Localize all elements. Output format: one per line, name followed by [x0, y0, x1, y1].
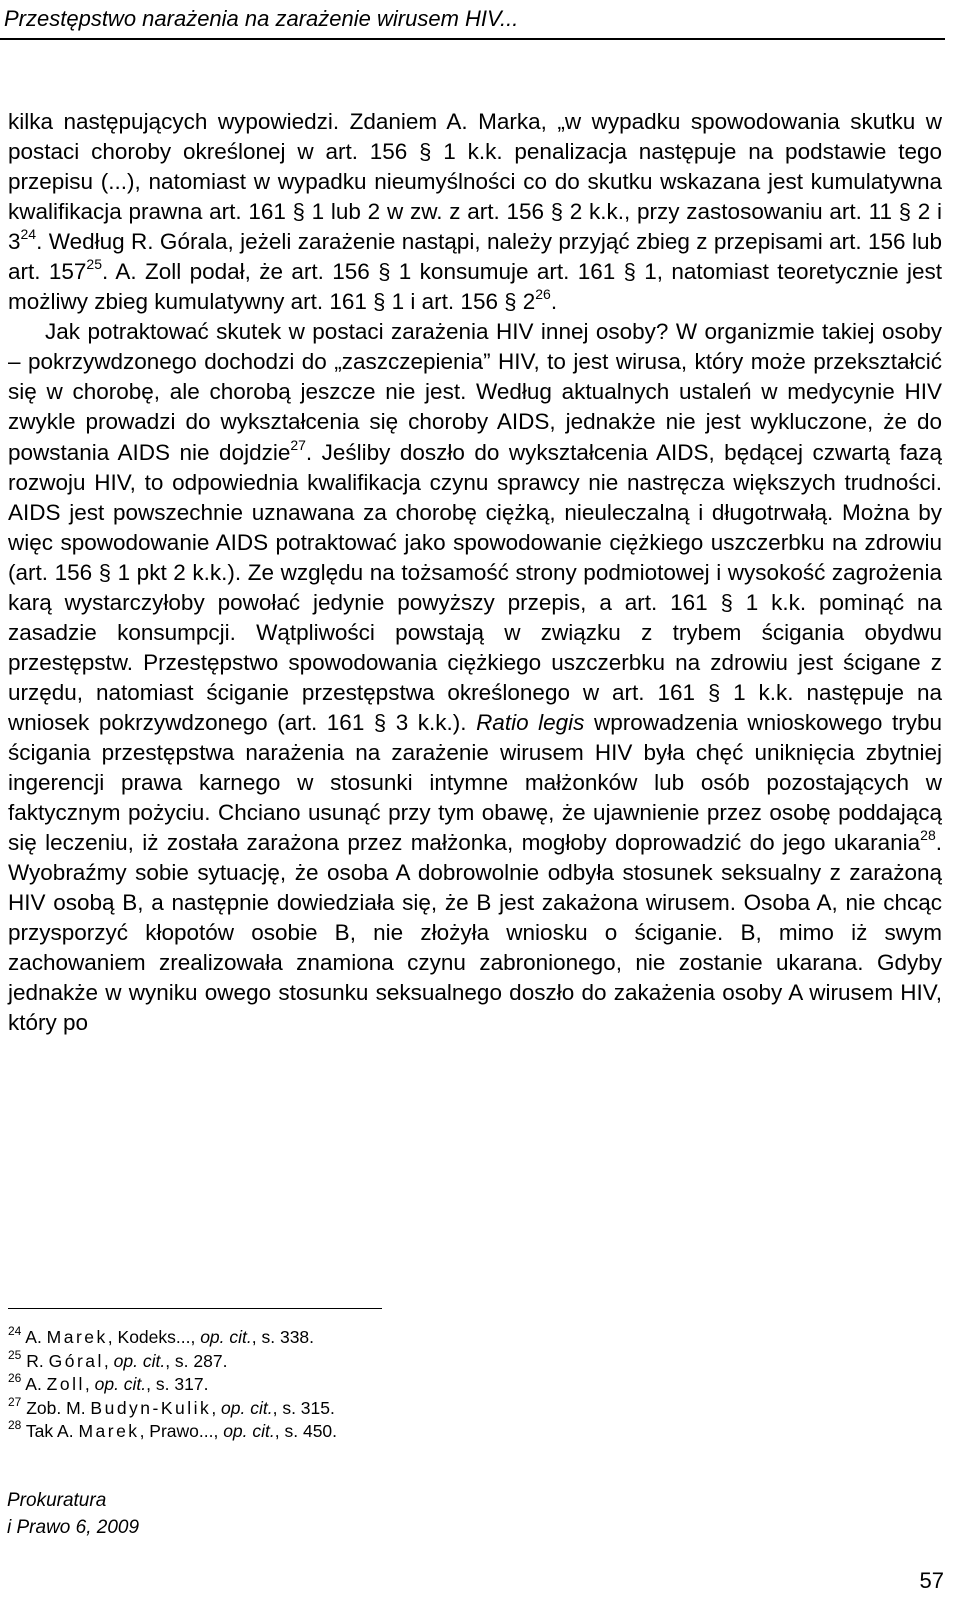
section-sign: §	[373, 709, 387, 735]
text-run: 2 k.k., przy zastosowaniu art. 11	[563, 199, 899, 225]
footnote-text: Tak A.	[25, 1421, 79, 1442]
footnote-author: Góral	[48, 1350, 104, 1371]
text-run: 1 pkt 2 k.k.). Ze względu na tożsamość strony podmiotowej i wysokość zagrożenia karą wystarczyłoby powołać jedynie powyższy przepis, a art. 161	[8, 559, 942, 615]
text-run: . Według R. Górala, jeżeli zarażenie nastąpi, należy przyjąć zbieg z przepisami art. 156 lub art. 157	[8, 229, 942, 285]
footnote-italic: op. cit.	[221, 1397, 273, 1418]
text-run: .	[550, 289, 558, 315]
footnote-ref-26[interactable]: 26	[535, 286, 551, 303]
running-title: Przestępstwo narażenia na zarażenie wirusem HIV...	[4, 6, 519, 31]
footnote-separator	[8, 1308, 382, 1309]
footnote-author: Budyn-Kulik	[90, 1397, 212, 1418]
footnote-ref-28[interactable]: 28	[920, 827, 936, 844]
footnote-text: , s. 338.	[251, 1327, 315, 1347]
italic-term: Ratio legis	[476, 709, 585, 735]
text-run: 1, natomiast teoretycznie jest możliwy zbieg kumulatywny art. 161	[8, 259, 942, 315]
footnote-italic: op. cit.	[113, 1350, 166, 1371]
footnote-italic: op. cit.	[200, 1327, 252, 1347]
footnote-27	[8, 1394, 908, 1421]
text-run: 1 k.k. pominąć na zasadzie konsumpcji. Wątpliwości powstają w związku z trybem ścigania obydwu przestępstw. Przestępstwo spowodowania ciężkiego uszczerbku na zdrowiu jest ścigane z urzędu, natomiast ściganie przestępstwa określonego w art. 161	[8, 589, 942, 705]
text-run: 1 k.k. penalizacja następuje na podstawie tego przepisu (...), natomiast w wypadku nieumyślności co do skutku wskazana jest kumulatywna kwalifikacja prawna art. 161	[8, 139, 942, 225]
section-sign: §	[720, 589, 733, 615]
section-sign: §	[292, 199, 305, 225]
footnote-italic: op. cit.	[94, 1374, 147, 1395]
footnote-text: A.	[25, 1327, 47, 1347]
section-sign: §	[504, 289, 517, 315]
footnote-text: , s. 317.	[146, 1374, 209, 1395]
footnote-text: Zob. M.	[26, 1397, 91, 1418]
footnote-ref-24[interactable]: 24	[20, 226, 37, 243]
text-run: kilka następujących wypowiedzi. Zdaniem A. Marka, „w wypadku spowodowania skutku w postaci choroby określonej w art. 156	[8, 109, 942, 165]
text-run: Jak potraktować skutek w postaci zarażenia HIV innej osoby? W organizmie takiej osoby – pokrzywdzonego dochodzi do „zaszczepienia” HIV, to jest wirusa, który może przekształcić się w chorobę, ale chorobą jeszcze nie jest. Według aktualnych ustaleń w medycynie HIV zwykle prowadzi do wykształcenia się choroby AIDS, jednakże nie jest wykluczone, że do powstania AIDS nie dojdzie	[8, 319, 942, 465]
journal-issue: i Prawo 6, 2009	[7, 1517, 140, 1538]
journal-footer	[7, 1487, 307, 1541]
footnote-text: ,	[84, 1374, 95, 1395]
footnote-number: 26	[8, 1371, 22, 1386]
footnote-26	[8, 1373, 908, 1397]
footnote-number: 27	[8, 1394, 22, 1409]
page-number: 57	[919, 1568, 944, 1593]
section-sign: §	[419, 139, 432, 165]
section-sign: §	[898, 199, 911, 225]
text-run: 2	[516, 289, 536, 315]
paragraph-2	[8, 317, 942, 1038]
section-sign: §	[623, 259, 636, 285]
footnote-author: Marek	[78, 1421, 140, 1442]
text-run: 3 k.k.).	[386, 709, 477, 735]
footnote-text: A.	[25, 1374, 47, 1395]
journal-name: Prokuratura	[7, 1490, 107, 1511]
paragraph-1	[8, 107, 942, 317]
footnote-text: R.	[26, 1350, 49, 1371]
text-run: wprowadzenia wnioskowego trybu ścigania przestępstwa narażenia na zarażenie wirusem HIV była chęć uniknięcia zbytniej ingerencji prawa karnego w stosunki intymne małżonków lub osób pozostających w faktycznym pożyciu. Chciano usunąć przy tym obawę, że ujawnienie przez osobę poddającą się leczeniu, iż została zarażona przez małżonka, mogłoby doprowadzić do jego ukarania	[8, 709, 943, 856]
footnote-number: 28	[8, 1418, 22, 1433]
section-sign: §	[378, 259, 391, 285]
text-run: 1 lub 2 w zw. z art. 156	[304, 199, 551, 225]
text-run: 1 k.k. następuje na wniosek pokrzywdzonego (art. 161	[8, 679, 942, 735]
footnote-ref-25[interactable]: 25	[86, 256, 102, 273]
footnote-italic: op. cit.	[223, 1421, 275, 1442]
section-sign: §	[707, 679, 721, 705]
section-sign: §	[98, 559, 111, 585]
footnote-text: , Prawo...,	[139, 1421, 224, 1442]
main-text	[8, 107, 942, 1038]
footnote-author: Zoll	[46, 1374, 85, 1395]
footnote-text: , s. 287.	[165, 1350, 228, 1371]
footnote-28	[8, 1420, 908, 1444]
footnote-24	[8, 1326, 908, 1350]
footnote-number: 24	[8, 1324, 22, 1338]
footnote-text: ,	[211, 1397, 222, 1418]
section-sign: §	[550, 199, 564, 225]
footnote-ref-27[interactable]: 27	[290, 436, 306, 453]
footnote-25	[8, 1347, 908, 1374]
text-run: 1 konsumuje art. 161	[390, 259, 624, 285]
footnote-text: ,	[103, 1350, 114, 1371]
section-sign: §	[373, 289, 386, 315]
text-run: 2 i 3	[8, 199, 943, 255]
text-run: . A. Zoll podał, że art. 156	[102, 259, 379, 285]
footnote-number: 25	[8, 1347, 22, 1362]
text-run: . Jeśliby doszło do wykształcenia AIDS, będącej czwartą fazą rozwoju HIV, to odpowiednia kwalifikacja czynu sprawcy nie nastręcza większych trudności. AIDS jest powszechnie uznawana za chorobę ciężką, nieuleczalną i długotrwałą. Można by więc spowodowanie AIDS potraktować jako spowodowanie ciężkiego uszczerbku na zdrowiu (art. 156	[8, 439, 942, 585]
footnote-author: Marek	[46, 1327, 108, 1347]
footnote-text: , s. 315.	[272, 1397, 335, 1418]
text-run: . Wyobraźmy sobie sytuację, że osoba A dobrowolnie odbyła stosunek seksualny z zarażoną HIV osobą B, a następnie dowiedziała się, że B jest zakażona wirusem. Osoba A, nie chcąc przysporzyć kłopotów osobie B, nie złożyła wniosku o ściganie. B, mimo iż swym zachowaniem zrealizowała znamiona czynu zabronionego, nie zostanie ukarana. Gdyby jednakże w wyniku owego stosunku seksualnego doszło do zakażenia osoby A wirusem HIV, który po	[8, 830, 942, 1036]
footnote-text: , s. 450.	[274, 1421, 338, 1442]
footnotes	[8, 1326, 908, 1444]
text-run: 1 i art. 156	[385, 289, 505, 315]
running-header	[4, 6, 944, 32]
footnote-text: , Kodeks...,	[107, 1327, 201, 1347]
header-rule	[0, 38, 945, 40]
